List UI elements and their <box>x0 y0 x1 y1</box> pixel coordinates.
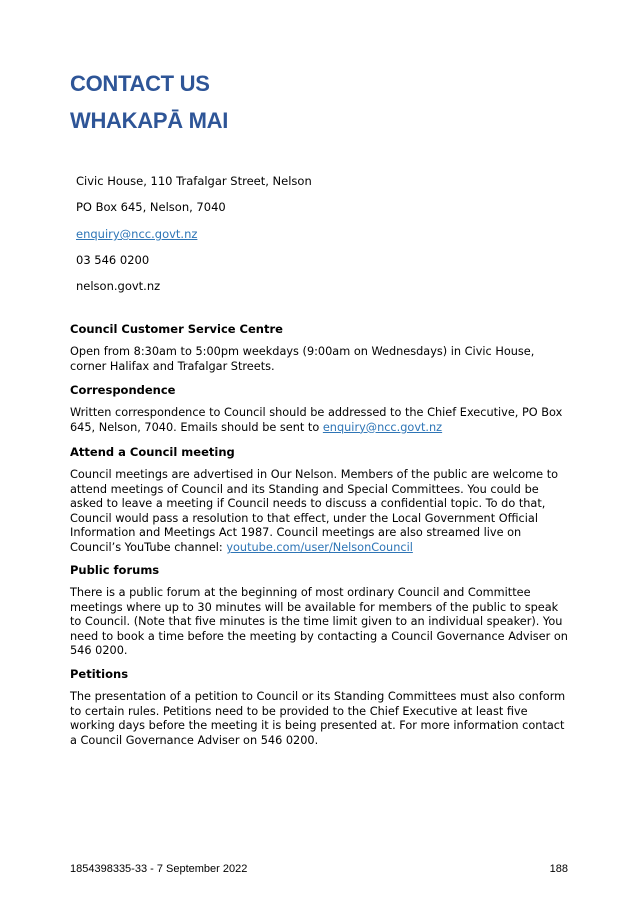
section-body <box>70 468 570 556</box>
section-heading: Petitions <box>70 667 129 681</box>
page-title-maori: WHAKAPĀ MAI <box>70 108 229 133</box>
section-heading: Attend a Council meeting <box>70 445 235 459</box>
footer-page-number: 188 <box>549 863 568 875</box>
section-heading: Council Customer Service Centre <box>70 322 283 336</box>
contact-address: Civic House, 110 Trafalgar Street, Nelson <box>76 174 312 188</box>
section-correspondence <box>70 383 570 435</box>
section-heading: Public forums <box>70 563 160 577</box>
section-customer-service <box>70 322 570 374</box>
contact-email-link[interactable]: enquiry@ncc.govt.nz <box>76 227 198 241</box>
page-title: CONTACT US <box>70 71 210 96</box>
section-heading: Correspondence <box>70 383 176 397</box>
footer-doc-ref: 1854398335-33 - 7 September 2022 <box>70 863 248 875</box>
section-attend-meeting <box>70 445 570 556</box>
section-body: The presentation of a petition to Council or its Standing Committees must also conform to certain rules. Petitions need to be provided to the Chief Executive at least five working days before the meeting it is being presented at. For more information contact a Council Governance Adviser on 546 0200. <box>70 690 566 747</box>
correspondence-email-link[interactable]: enquiry@ncc.govt.nz <box>322 420 443 434</box>
section-public-forums <box>70 563 570 659</box>
contact-website: nelson.govt.nz <box>76 279 161 293</box>
youtube-link[interactable]: youtube.com/user/NelsonCouncil <box>226 540 413 554</box>
section-body-text: Written correspondence to Council should be addressed to the Chief Executive, PO Box 645, Nelson, 7040. Emails should be sent to <box>70 406 563 434</box>
section-body-text: Council meetings are advertised in Our Nelson. Members of the public are welcome to attend meetings of Council and its Standing and Special Committees. You could be asked to leave a meeting if Council needs to discuss a confidential topic. To do that, Council would pass a resolution to that effect, under the Local Government Official Information and Meetings Act 1987. Council meetings are also streamed live on Council’s YouTube channel: <box>70 468 559 554</box>
section-body <box>70 406 570 435</box>
section-body: There is a public forum at the beginning of most ordinary Council and Committee meetings where up to 30 minutes will be available for members of the public to speak to Council. (Note that five minutes is the time limit given to an individual speaker). You need to book a time before the meeting by contacting a Council Governance Adviser on 546 0200. <box>70 586 568 658</box>
contact-phone: 03 546 0200 <box>76 253 150 267</box>
section-body: Open from 8:30am to 5:00pm weekdays (9:00am on Wednesdays) in Civic House, corner Halifax and Trafalgar Streets. <box>70 345 535 373</box>
contact-po-box: PO Box 645, Nelson, 7040 <box>76 200 226 214</box>
section-petitions <box>70 667 570 748</box>
